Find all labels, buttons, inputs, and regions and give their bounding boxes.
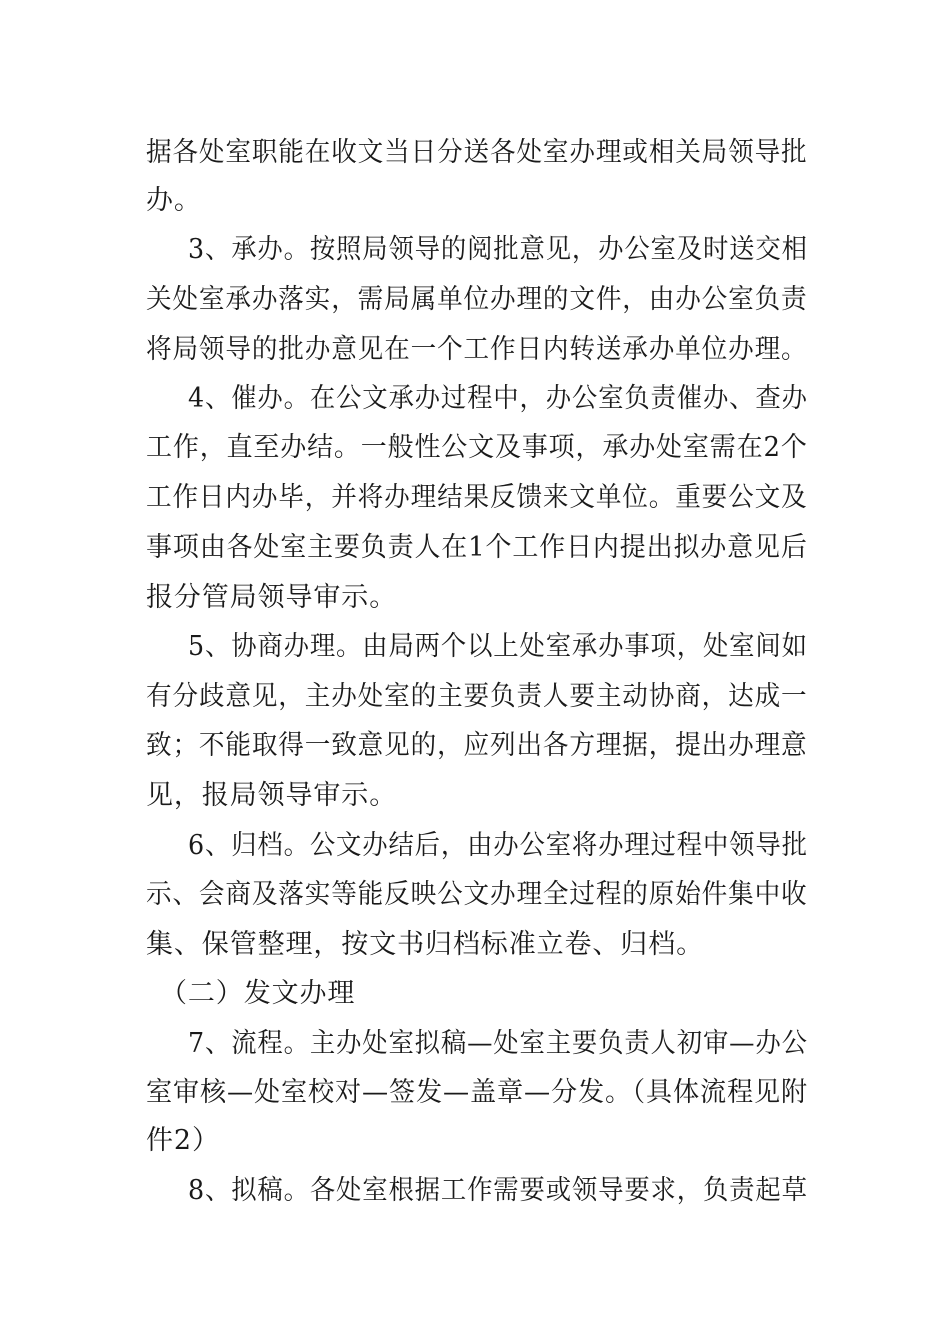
paragraph-line: 4、催办。在公文承办过程中，办公室负责催办、查办 bbox=[188, 383, 808, 414]
paragraph-line: 有分歧意见，主办处室的主要负责人要主动协商，达成一 bbox=[146, 681, 808, 712]
paragraph-line: 报分管局领导审示。 bbox=[146, 582, 398, 613]
paragraph-line: 关处室承办落实，需局属单位办理的文件，由办公室负责 bbox=[146, 284, 808, 315]
paragraph-line: 见，报局领导审示。 bbox=[146, 780, 398, 811]
paragraph-line: 7、流程。主办处室拟稿—处室主要负责人初审—办公 bbox=[188, 1028, 808, 1059]
section-heading: （二）发文办理 bbox=[160, 978, 356, 1009]
paragraph-line: 致；不能取得一致意见的，应列出各方理据，提出办理意 bbox=[146, 730, 808, 761]
paragraph-line: 示、会商及落实等能反映公文办理全过程的原始件集中收 bbox=[146, 879, 808, 910]
paragraph-line: 工作日内办毕，并将办理结果反馈来文单位。重要公文及 bbox=[146, 482, 808, 513]
paragraph-line: 6、归档。公文办结后，由办公室将办理过程中领导批 bbox=[188, 830, 808, 861]
paragraph-line: 集、保管整理，按文书归档标准立卷、归档。 bbox=[146, 929, 704, 960]
paragraph-line: 事项由各处室主要负责人在1个工作日内提出拟办意见后 bbox=[146, 532, 808, 563]
paragraph-line: 办。 bbox=[146, 185, 202, 216]
paragraph-line: 5、协商办理。由局两个以上处室承办事项，处室间如 bbox=[188, 631, 808, 662]
paragraph-line: 室审核—处室校对—签发—盖章—分发。（具体流程见附 bbox=[146, 1077, 808, 1108]
paragraph-line: 3、承办。按照局领导的阅批意见，办公室及时送交相 bbox=[188, 234, 808, 265]
paragraph-line: 件2） bbox=[146, 1125, 220, 1156]
paragraph-line: 据各处室职能在收文当日分送各处室办理或相关局领导批 bbox=[146, 137, 808, 168]
paragraph-line: 8、拟稿。各处室根据工作需要或领导要求，负责起草 bbox=[188, 1175, 808, 1206]
paragraph-line: 工作，直至办结。一般性公文及事项，承办处室需在2个 bbox=[146, 432, 808, 463]
paragraph-line: 将局领导的批办意见在一个工作日内转送承办单位办理。 bbox=[146, 334, 808, 365]
